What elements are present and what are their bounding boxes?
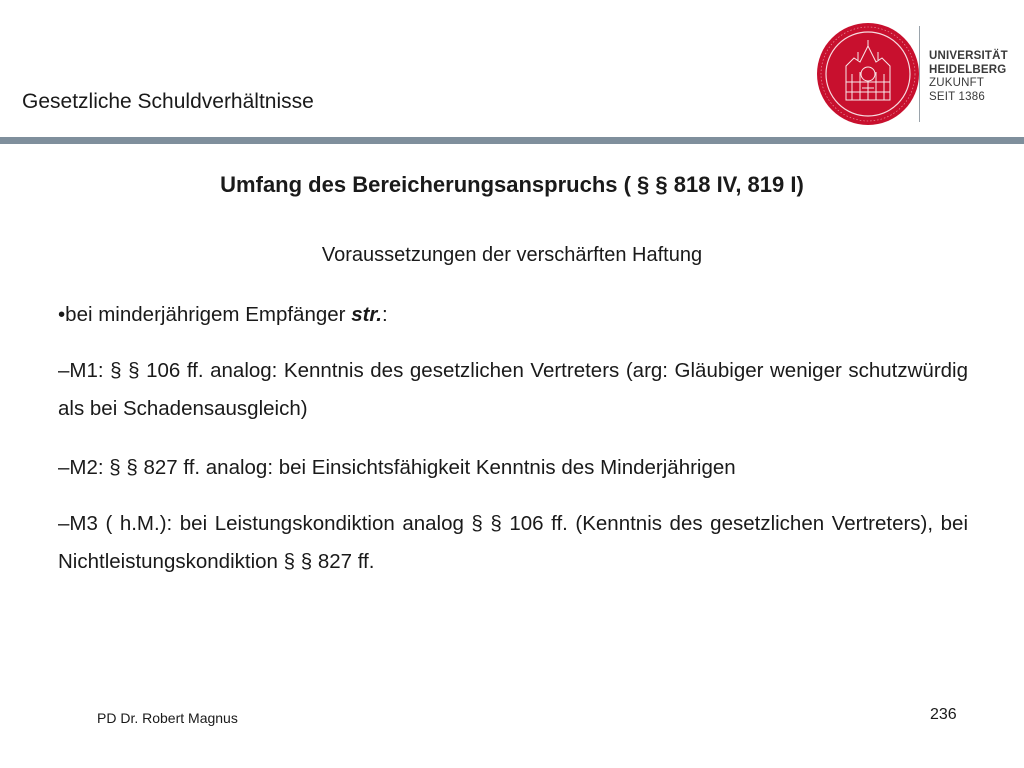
bullet-item <box>58 296 968 334</box>
page-number: 236 <box>930 706 957 723</box>
university-wordmark <box>929 50 1008 104</box>
university-seal-icon <box>816 22 920 126</box>
logo-divider <box>919 26 920 122</box>
slide-title: Umfang des Bereicherungsanspruchs ( § § 818 IV, 819 I) <box>220 172 804 197</box>
list-item-m2: –M2: § § 827 ff. analog: bei Einsichtsfähigkeit Kenntnis des Minderjährigen <box>58 456 736 479</box>
bullet-suffix: : <box>381 303 388 326</box>
bullet-emphasis: str. <box>351 303 382 326</box>
university-line-1: UNIVERSITÄT <box>929 50 1008 62</box>
header-title: Gesetzliche Schuldverhältnisse <box>22 90 314 113</box>
university-line-4: SEIT 1386 <box>929 90 985 103</box>
footer-author: PD Dr. Robert Magnus <box>97 710 238 726</box>
header-rule <box>0 137 1024 144</box>
university-line-3: ZUKUNFT <box>929 77 985 89</box>
bullet-prefix: •bei minderjährigem Empfänger <box>58 303 352 326</box>
list-item-m1: –M1: § § 106 ff. analog: Kenntnis des gesetzlichen Vertreters (arg: Gläubiger weniger schutzwürdig als bei Schadensausgleich) <box>58 359 968 420</box>
list-item-m3: –M3 ( h.M.): bei Leistungskondiktion analog § § 106 ff. (Kenntnis des gesetzlichen Vertreters), bei Nichtleistungskondiktion § § 827 ff. <box>58 512 968 573</box>
slide-subtitle: Voraussetzungen der verschärften Haftung <box>321 244 703 266</box>
university-line-2: HEIDELBERG <box>929 63 1007 76</box>
